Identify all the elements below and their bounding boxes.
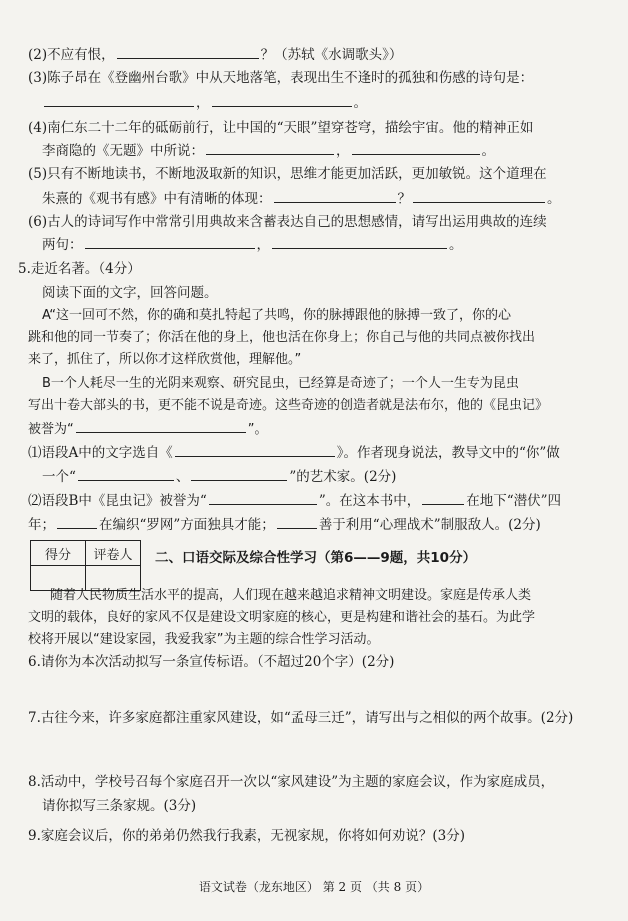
- answer-blank[interactable]: [413, 188, 545, 203]
- comma: ，: [336, 143, 350, 159]
- q4-item4: [28, 118, 533, 138]
- q4-item2-text: (2)不应有恨，: [28, 47, 115, 63]
- q5-intro: 阅读下面的文字，回答问题。: [42, 285, 218, 301]
- q4-item6-text2: 两句：: [42, 237, 83, 253]
- q4-item3-text: (3)陈子昂在《登幽州台歌》中从天地落笔，表现出生不逢时的孤独和伤感的诗句是：: [28, 70, 534, 86]
- passage-a-line3: 来了，抓住了，所以你才这样欣赏他，理解他。”: [28, 352, 302, 367]
- answer-blank[interactable]: [117, 44, 259, 59]
- q5-sub2-line1: [28, 490, 561, 511]
- passage-b-line1: B一个人耗尽一生的光阴来观察、研究昆虫，已经算是奇迹了；一个人一生专为昆虫: [42, 376, 519, 391]
- comma: ，: [196, 95, 210, 111]
- grader-label: 评卷人: [86, 541, 141, 566]
- question-8-line2: 请你拟写三条家规。(3分): [42, 798, 197, 814]
- q5-sub2-text5: 在编织“罗网”方面独具才能；: [99, 517, 275, 533]
- q5-sub2-text2: ”。在这本书中，: [318, 493, 421, 509]
- q4-item4-answer: [42, 140, 495, 161]
- q4-item6-answer: [42, 234, 463, 255]
- question-6: 6.请你为本次活动拟写一条宣传标语。（不超过20个字）(2分): [28, 654, 395, 670]
- answer-blank[interactable]: [206, 140, 334, 155]
- q4-item4-text: (4)南仁东二十二年的砥砺前行，让中国的“天眼”望穿苍穹，描绘宇宙。他的精神正如: [28, 120, 534, 136]
- answer-blank[interactable]: [352, 140, 480, 155]
- q4-item5-text: (5)只有不断地读书，不断地汲取新的知识，思维才能更加活跃，更加敏锐。这个道理在: [28, 166, 547, 182]
- passage-a-line2: 跳和他的同一节奏了；你活在他的身上，他也活在你身上；你自己与他的共同点被你找出: [28, 330, 536, 345]
- score-label: 得分: [31, 541, 86, 566]
- period: 。: [481, 143, 495, 159]
- answer-blank[interactable]: [85, 234, 255, 249]
- period: 。: [449, 237, 463, 253]
- period: 。: [353, 95, 367, 111]
- q5-sub2-text6: 善于利用“心理战术”制服敌人。(2分): [318, 517, 541, 533]
- answer-blank[interactable]: [76, 418, 246, 433]
- answer-blank[interactable]: [212, 92, 352, 107]
- section-intro-line3: 校将开展以“建设家园，我爱我家”为主题的综合性学习活动。: [28, 632, 380, 647]
- passage-a-line1: A“这一回可不然，你的确和莫扎特起了共鸣，你的脉搏跟他的脉搏一致了，你的心: [42, 308, 511, 323]
- q5-title: 5.走近名著。（4分）: [18, 261, 141, 277]
- q4-item5: [28, 164, 547, 184]
- q4-item3: [28, 68, 533, 88]
- answer-blank[interactable]: [274, 188, 396, 203]
- q5-sub1-line1: [28, 442, 560, 463]
- comma: ，: [256, 237, 270, 253]
- answer-blank[interactable]: [44, 92, 194, 107]
- question-7: 7.古往今来，许多家庭都注重家风建设，如“孟母三迁”，请写出与之相似的两个故事。(2分): [28, 710, 574, 726]
- q5-sub1-text2: 》。作者现身说法，教导文中的“你”做: [336, 445, 560, 461]
- period: 。: [547, 191, 561, 207]
- question-9: 9.家庭会议后，你的弟弟仍然我行我素，无视家规，你将如何劝说？(3分): [28, 828, 466, 844]
- question-mark: ？: [397, 191, 411, 207]
- answer-blank[interactable]: [422, 490, 464, 505]
- score-box: [30, 540, 141, 591]
- q5-sub1-text4: ”的艺术家。(2分): [289, 469, 397, 485]
- q4-item6-text: (6)古人的诗词写作中常常引用典故来含蓄表达自己的思想感情，请写出运用典故的连续: [28, 214, 547, 230]
- q5-sub2-text3: 在地下“潜伏”四: [466, 493, 562, 509]
- answer-blank[interactable]: [191, 466, 287, 481]
- answer-blank[interactable]: [175, 442, 335, 457]
- q5-sub2-line2: [28, 514, 541, 535]
- page-footer: 语文试卷（龙东地区） 第 2 页 （共 8 页）: [198, 880, 430, 894]
- q5-sub2-text4: 年；: [28, 517, 55, 533]
- section-title: 二、口语交际及综合性学习（第6——9题，共10分）: [155, 550, 477, 566]
- section-intro-line2: 文明的载体，良好的家风不仅是建设文明家庭的核心，更是构建和谐社会的基石。为此学: [28, 610, 536, 625]
- answer-blank[interactable]: [57, 514, 97, 529]
- q4-item4-text2: 李商隐的《无题》中所说：: [42, 143, 204, 159]
- q4-item2: [28, 44, 402, 65]
- q5-sub1-text3: 一个“: [42, 469, 76, 485]
- q4-item5-text2: 朱熹的《观书有感》中有清晰的体现：: [42, 191, 272, 207]
- separator: 、: [175, 469, 190, 485]
- answer-blank[interactable]: [209, 490, 317, 505]
- answer-blank[interactable]: [272, 234, 447, 249]
- q4-item6: [28, 212, 547, 232]
- passage-b-line3-text: 被誉为“: [28, 422, 74, 437]
- passage-b-line2: 写出十卷大部头的书，更不能不说是奇迹。这些奇迹的创造者就是法布尔，他的《昆虫记》: [28, 398, 549, 413]
- answer-blank[interactable]: [277, 514, 317, 529]
- q5-sub1-text: ⑴语段A中的文字选自《: [28, 445, 173, 461]
- q4-item5-answer: [42, 188, 561, 209]
- q4-item2-source: ？（苏轼《水调歌头》）: [260, 47, 403, 63]
- question-8-line1: 8.活动中，学校号召每个家庭召开一次以“家风建设”为主题的家庭会议，作为家庭成员，: [28, 774, 555, 790]
- answer-blank[interactable]: [78, 466, 174, 481]
- passage-b-line3: [28, 418, 268, 440]
- quote-end: ”。: [247, 422, 268, 437]
- q5-sub1-line2: [42, 466, 396, 487]
- q4-item3-answer: [42, 92, 367, 113]
- section-intro-line1: 随着人民物质生活水平的提高，人们现在越来越追求精神文明建设。家庭是传承人类: [50, 588, 532, 603]
- q5-sub2-text: ⑵语段B中《昆虫记》被誉为“: [28, 493, 207, 509]
